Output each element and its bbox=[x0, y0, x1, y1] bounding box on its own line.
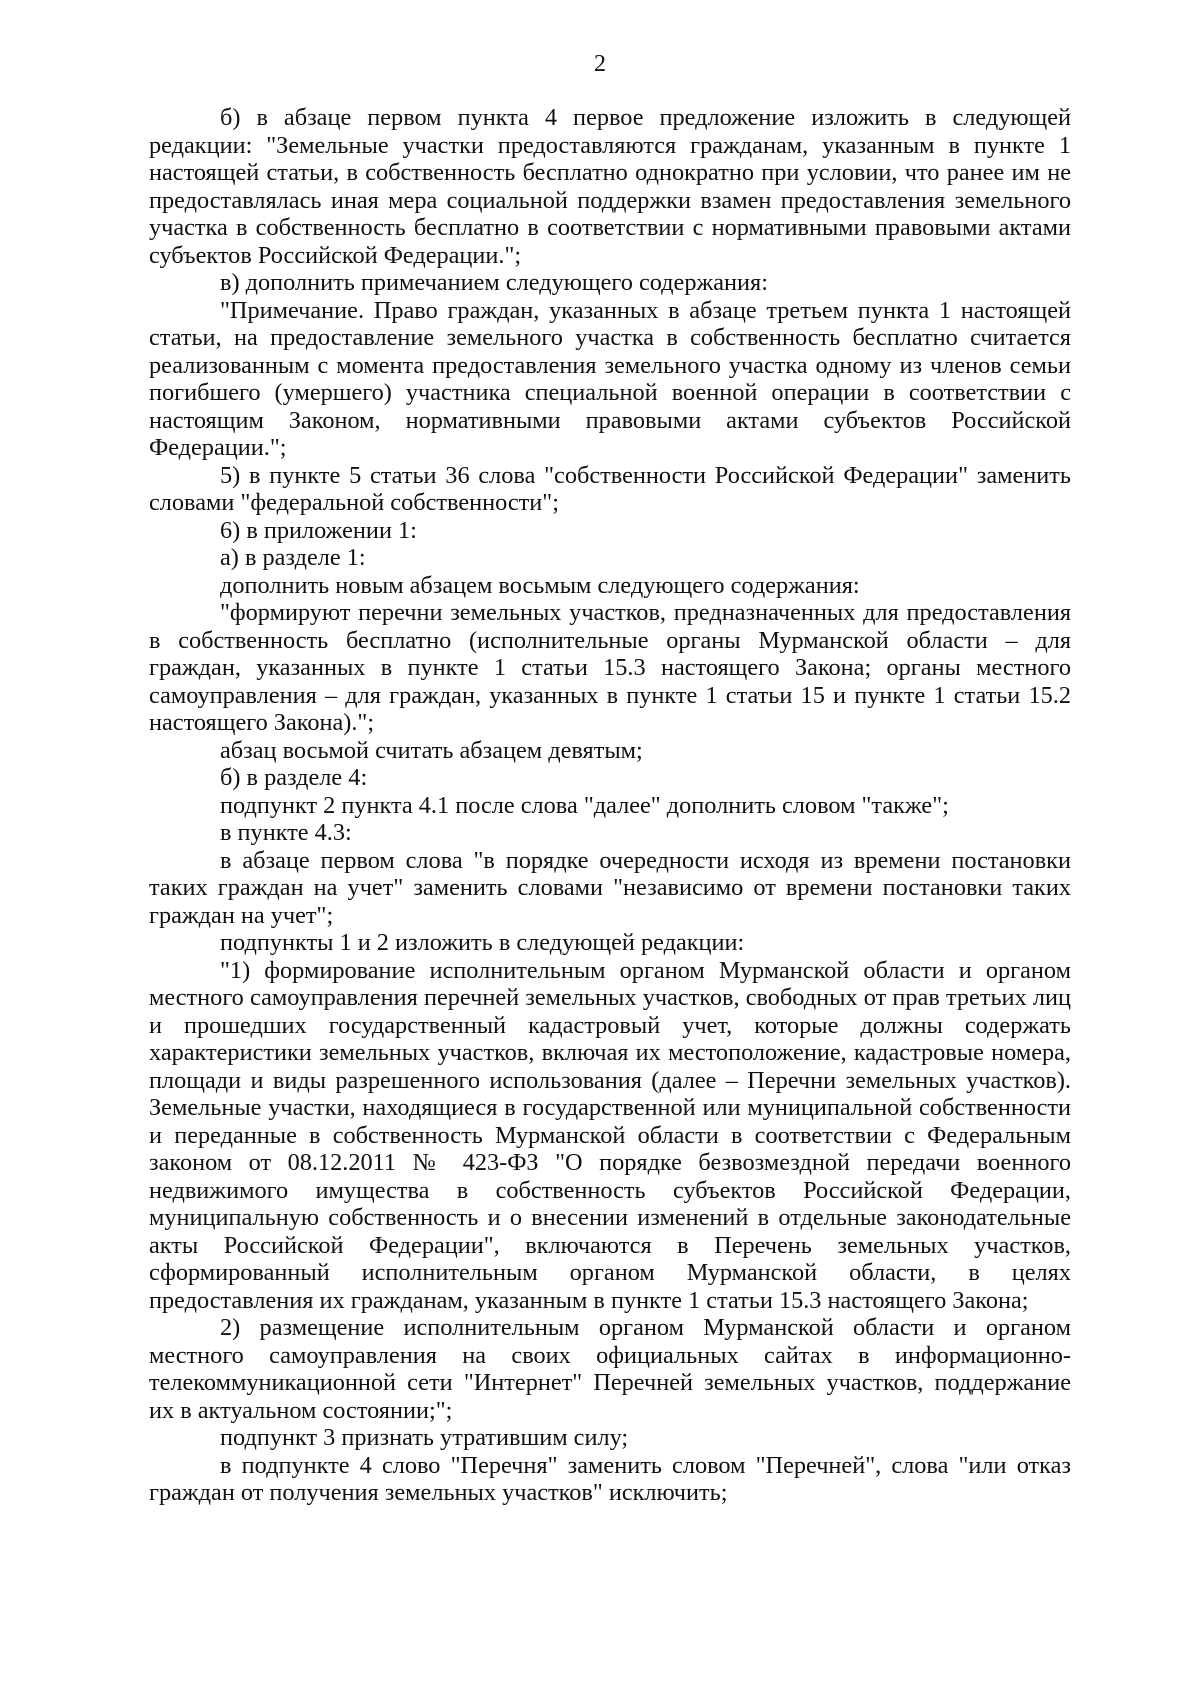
paragraph: 6) в приложении 1: bbox=[220, 516, 417, 544]
paragraph: в подпункте 4 слово "Перечня" заменить словом "Перечней", слова "или отказ граждан от получения земельных участков" исключить; bbox=[149, 1451, 1071, 1506]
paragraph: б) в абзаце первом пункта 4 первое предложение изложить в следующей редакции: "Земельные участки предоставляются гражданам, указанным в пункте 1 настоящей статьи, в собственность бесплатно однократно при условии, что ранее им не предоставлялась иная мера социальной поддержки взамен предоставления земельного участка в собственность бесплатно в соответствии с нормативными правовыми актами субъектов Российской Федерации."; bbox=[149, 104, 1071, 269]
paragraph: "Примечание. Право граждан, указанных в абзаце третьем пункта 1 настоящей статьи, на предоставление земельного участка в собственность бесплатно считается реализованным с момента предоставления земельного участка одному из членов семьи погибшего (умершего) участника специальной военной операции в соответствии с настоящим Законом, нормативными правовыми актами субъектов Российской Федерации."; bbox=[149, 296, 1071, 461]
document-body bbox=[149, 104, 1071, 1507]
paragraph: 5) в пункте 5 статьи 36 слова "собственности Российской Федерации" заменить словами "федеральной собственности"; bbox=[149, 461, 1071, 516]
paragraph: "1) формирование исполнительным органом Мурманской области и органом местного самоуправления перечней земельных участков, свободных от прав третьих лиц и прошедших государственный кадастровый учет, которые должны содержать характеристики земельных участков, включая их местоположение, кадастровые номера, площади и виды разрешенного использования (далее – Перечни земельных участков). Земельные участки, находящиеся в государственной или муниципальной собственности и переданные в собственность Мурманской области в соответствии с Федеральным законом от 08.12.2011 № 423-ФЗ "О порядке безвозмездной передачи военного недвижимого имущества в собственность субъектов Российской Федерации, муниципальную собственность и о внесении изменений в отдельные законодательные акты Российской Федерации", включаются в Перечень земельных участков, сформированный исполнительным органом Мурманской области, в целях предоставления их гражданам, указанным в пункте 1 статьи 15.3 настоящего Закона; bbox=[149, 956, 1071, 1314]
paragraph: подпункт 3 признать утратившим силу; bbox=[220, 1424, 629, 1451]
paragraph: дополнить новым абзацем восьмым следующего содержания: bbox=[220, 571, 860, 599]
page-number: 2 bbox=[594, 51, 606, 77]
paragraph: подпункт 2 пункта 4.1 после слова "далее" дополнить словом "также"; bbox=[220, 791, 949, 819]
paragraph: 2) размещение исполнительным органом Мурманской области и органом местного самоуправления на своих официальных сайтах в информационно-телекоммуникационной сети "Интернет" Перечней земельных участков, поддержание их в актуальном состоянии;"; bbox=[149, 1314, 1071, 1424]
paragraph: а) в разделе 1: bbox=[220, 544, 366, 571]
paragraph: абзац восьмой считать абзацем девятым; bbox=[220, 736, 643, 764]
paragraph: в) дополнить примечанием следующего содержания: bbox=[220, 269, 768, 296]
paragraph: в абзаце первом слова "в порядке очередности исходя из времени постановки таких граждан на учет" заменить словами "независимо от времени постановки таких граждан на учет"; bbox=[149, 846, 1071, 929]
paragraph: в пункте 4.3: bbox=[220, 819, 352, 846]
paragraph: б) в разделе 4: bbox=[220, 764, 368, 791]
paragraph: подпункты 1 и 2 изложить в следующей редакции: bbox=[220, 929, 745, 956]
paragraph: "формируют перечни земельных участков, предназначенных для предоставления в собственность бесплатно (исполнительные органы Мурманской области – для граждан, указанных в пункте 1 статьи 15.3 настоящего Закона; органы местного самоуправления – для граждан, указанных в пункте 1 статьи 15 и пункте 1 статьи 15.2 настоящего Закона)."; bbox=[149, 599, 1071, 736]
